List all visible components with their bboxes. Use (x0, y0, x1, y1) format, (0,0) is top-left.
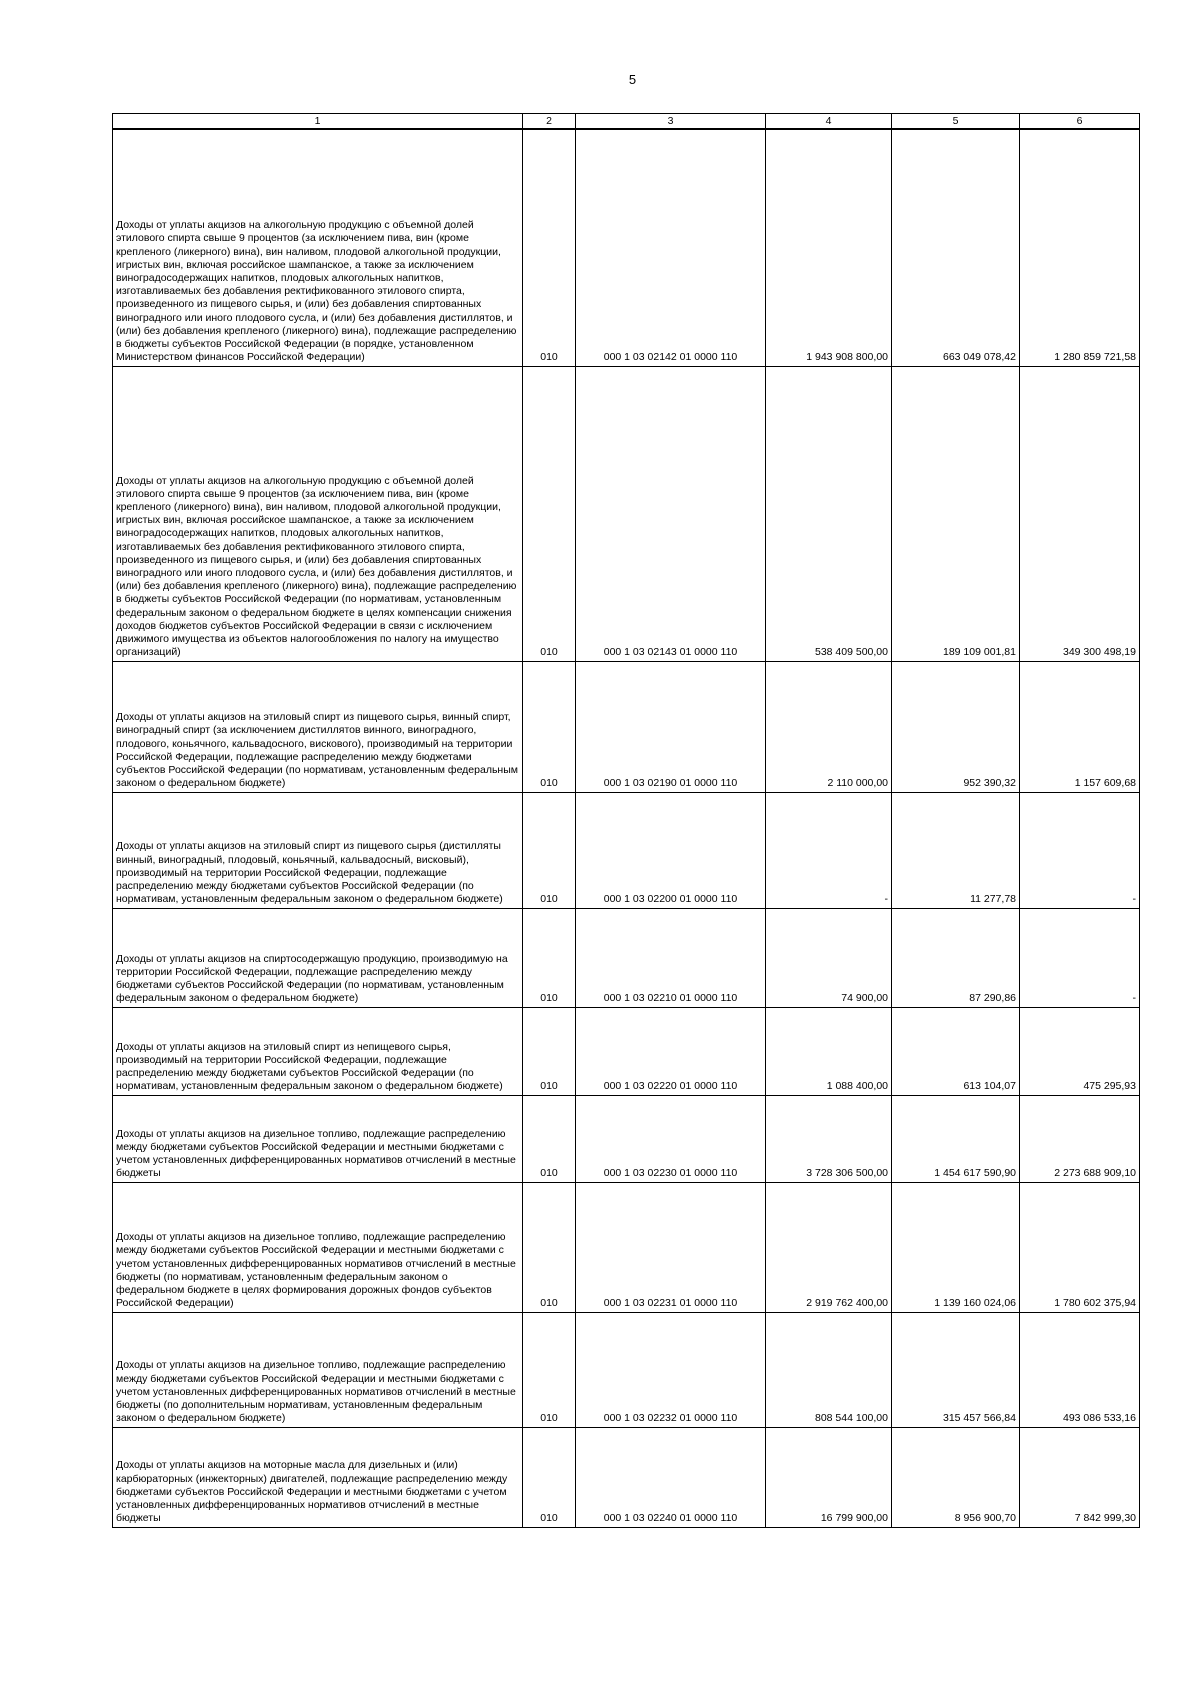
row-unexecuted: - (1020, 908, 1140, 1007)
row-unexecuted: 7 842 999,30 (1020, 1427, 1140, 1527)
row-budget-code: 000 1 03 02200 01 0000 110 (576, 792, 766, 908)
row-line-code: 010 (523, 1007, 576, 1095)
row-unexecuted: - (1020, 792, 1140, 908)
page-number: 5 (628, 72, 637, 87)
row-budget-code: 000 1 03 02232 01 0000 110 (576, 1312, 766, 1427)
header-col-3: 3 (576, 114, 766, 130)
row-description: Доходы от уплаты акцизов на дизельное топливо, подлежащие распределению между бюджетами субъектов Российской Федерации и местными бюджетами с учетом установленных дифференцированных нормативов отчислений в местные бюджеты (по нормативам, установленным федеральным законом о федеральном бюджете в целях формирования дорожных фондов субъектов Российской Федерации) (113, 1182, 523, 1312)
row-description: Доходы от уплаты акцизов на дизельное топливо, подлежащие распределению между бюджетами субъектов Российской Федерации и местными бюджетами с учетом установленных дифференцированных нормативов отчислений в местные бюджеты (113, 1095, 523, 1182)
row-unexecuted: 493 086 533,16 (1020, 1312, 1140, 1427)
row-approved: 3 728 306 500,00 (766, 1095, 892, 1182)
row-line-code: 010 (523, 908, 576, 1007)
row-description: Доходы от уплаты акцизов на этиловый спирт из непищевого сырья, производимый на территории Российской Федерации, подлежащие распределению между бюджетами субъектов Российской Федерации (по нормативам, установленным федеральным законом о федеральном бюджете) (113, 1007, 523, 1095)
row-line-code: 010 (523, 661, 576, 792)
table-row (113, 366, 1140, 661)
row-budget-code: 000 1 03 02220 01 0000 110 (576, 1007, 766, 1095)
row-executed: 87 290,86 (892, 908, 1020, 1007)
row-description: Доходы от уплаты акцизов на этиловый спирт из пищевого сырья (дистилляты винный, виноградный, плодовый, коньячный, кальвадосный, висковый), производимый на территории Российской Федерации, подлежащие распределению между бюджетами субъектов Российской Федерации (по нормативам, установленным федеральным законом о федеральном бюджете) (113, 792, 523, 908)
row-approved: 1 943 908 800,00 (766, 129, 892, 366)
table-row (113, 792, 1140, 908)
row-line-code: 010 (523, 1312, 576, 1427)
row-approved: 74 900,00 (766, 908, 892, 1007)
revenue-table (112, 113, 1140, 1528)
row-approved: 16 799 900,00 (766, 1427, 892, 1527)
row-executed: 11 277,78 (892, 792, 1020, 908)
row-budget-code: 000 1 03 02143 01 0000 110 (576, 366, 766, 661)
table-row (113, 1182, 1140, 1312)
table-row (113, 1312, 1140, 1427)
table-row (113, 1095, 1140, 1182)
row-description: Доходы от уплаты акцизов на моторные масла для дизельных и (или) карбюраторных (инжекторных) двигателей, подлежащие распределению между бюджетами субъектов Российской Федерации и местными бюджетами с учетом установленных дифференцированных нормативов отчислений в местные бюджеты (113, 1427, 523, 1527)
row-description: Доходы от уплаты акцизов на алкогольную продукцию с объемной долей этилового спирта свыше 9 процентов (за исключением пива, вин (кроме крепленого (ликерного) вина), вин наливом, плодовой алкогольной продукции, игристых вин, включая российское шампанское, а также за исключением виноградосодержащих напитков, плодовых алкогольных напитков, изготавливаемых без добавления ректификованного этилового спирта, произведенного из пищевого сырья, и (или) без добавления спиртованных виноградного или иного плодового сусла, и (или) без добавления дистиллятов, и (или) без добавления крепленого (ликерного) вина), подлежащие распределению в бюджеты субъектов Российской Федерации (в порядке, установленном Министерством финансов Российской Федерации) (113, 129, 523, 366)
row-executed: 613 104,07 (892, 1007, 1020, 1095)
table-row (113, 1007, 1140, 1095)
header-col-5: 5 (892, 114, 1020, 130)
header-col-2: 2 (523, 114, 576, 130)
row-unexecuted: 1 780 602 375,94 (1020, 1182, 1140, 1312)
row-executed: 952 390,32 (892, 661, 1020, 792)
header-col-6: 6 (1020, 114, 1140, 130)
row-executed: 8 956 900,70 (892, 1427, 1020, 1527)
row-description: Доходы от уплаты акцизов на алкогольную продукцию с объемной долей этилового спирта свыше 9 процентов (за исключением пива, вин (кроме крепленого (ликерного) вина), вин наливом, плодовой алкогольной продукции, игристых вин, включая российское шампанское, а также за исключением виноградосодержащих напитков, плодовых алкогольных напитков, изготавливаемых без добавления ректификованного этилового спирта, произведенного из пищевого сырья, и (или) без добавления спиртованных виноградного или иного плодового сусла, и (или) без добавления дистиллятов, и (или) без добавления крепленого (ликерного) вина), подлежащие распределению в бюджеты субъектов Российской Федерации (по нормативам, установленным федеральным законом о федеральном бюджете в целях компенсации снижения доходов бюджетов субъектов Российской Федерации в связи с исключением движимого имущества из объектов налогообложения по налогу на имущество организаций) (113, 366, 523, 661)
row-line-code: 010 (523, 366, 576, 661)
table-row (113, 1427, 1140, 1527)
row-budget-code: 000 1 03 02230 01 0000 110 (576, 1095, 766, 1182)
row-unexecuted: 475 295,93 (1020, 1007, 1140, 1095)
header-col-4: 4 (766, 114, 892, 130)
row-unexecuted: 1 280 859 721,58 (1020, 129, 1140, 366)
header-row (113, 114, 1140, 130)
row-budget-code: 000 1 03 02142 01 0000 110 (576, 129, 766, 366)
row-executed: 663 049 078,42 (892, 129, 1020, 366)
row-approved: 2 110 000,00 (766, 661, 892, 792)
row-approved: 2 919 762 400,00 (766, 1182, 892, 1312)
table-row (113, 129, 1140, 366)
row-approved: - (766, 792, 892, 908)
row-line-code: 010 (523, 1182, 576, 1312)
row-budget-code: 000 1 03 02190 01 0000 110 (576, 661, 766, 792)
row-line-code: 010 (523, 1095, 576, 1182)
row-executed: 1 454 617 590,90 (892, 1095, 1020, 1182)
row-approved: 808 544 100,00 (766, 1312, 892, 1427)
row-executed: 315 457 566,84 (892, 1312, 1020, 1427)
row-line-code: 010 (523, 129, 576, 366)
row-budget-code: 000 1 03 02231 01 0000 110 (576, 1182, 766, 1312)
table-row (113, 908, 1140, 1007)
row-description: Доходы от уплаты акцизов на этиловый спирт из пищевого сырья, винный спирт, виноградный спирт (за исключением дистиллятов винного, виноградного, плодового, коньячного, кальвадосного, вискового), производимый на территории Российской Федерации, подлежащие распределению между бюджетами субъектов Российской Федерации (по нормативам, установленным федеральным законом о федеральном бюджете) (113, 661, 523, 792)
header-col-1: 1 (113, 114, 523, 130)
row-description: Доходы от уплаты акцизов на спиртосодержащую продукцию, производимую на территории Российской Федерации, подлежащие распределению между бюджетами субъектов Российской Федерации (по нормативам, установленным федеральным законом о федеральном бюджете) (113, 908, 523, 1007)
row-budget-code: 000 1 03 02210 01 0000 110 (576, 908, 766, 1007)
row-executed: 1 139 160 024,06 (892, 1182, 1020, 1312)
row-approved: 1 088 400,00 (766, 1007, 892, 1095)
row-line-code: 010 (523, 1427, 576, 1527)
row-unexecuted: 2 273 688 909,10 (1020, 1095, 1140, 1182)
row-line-code: 010 (523, 792, 576, 908)
table-row (113, 661, 1140, 792)
row-approved: 538 409 500,00 (766, 366, 892, 661)
row-budget-code: 000 1 03 02240 01 0000 110 (576, 1427, 766, 1527)
row-description: Доходы от уплаты акцизов на дизельное топливо, подлежащие распределению между бюджетами субъектов Российской Федерации и местными бюджетами с учетом установленных дифференцированных нормативов отчислений в местные бюджеты (по дополнительным нормативам, установленным федеральным законом о федеральном бюджете) (113, 1312, 523, 1427)
row-unexecuted: 349 300 498,19 (1020, 366, 1140, 661)
row-executed: 189 109 001,81 (892, 366, 1020, 661)
row-unexecuted: 1 157 609,68 (1020, 661, 1140, 792)
